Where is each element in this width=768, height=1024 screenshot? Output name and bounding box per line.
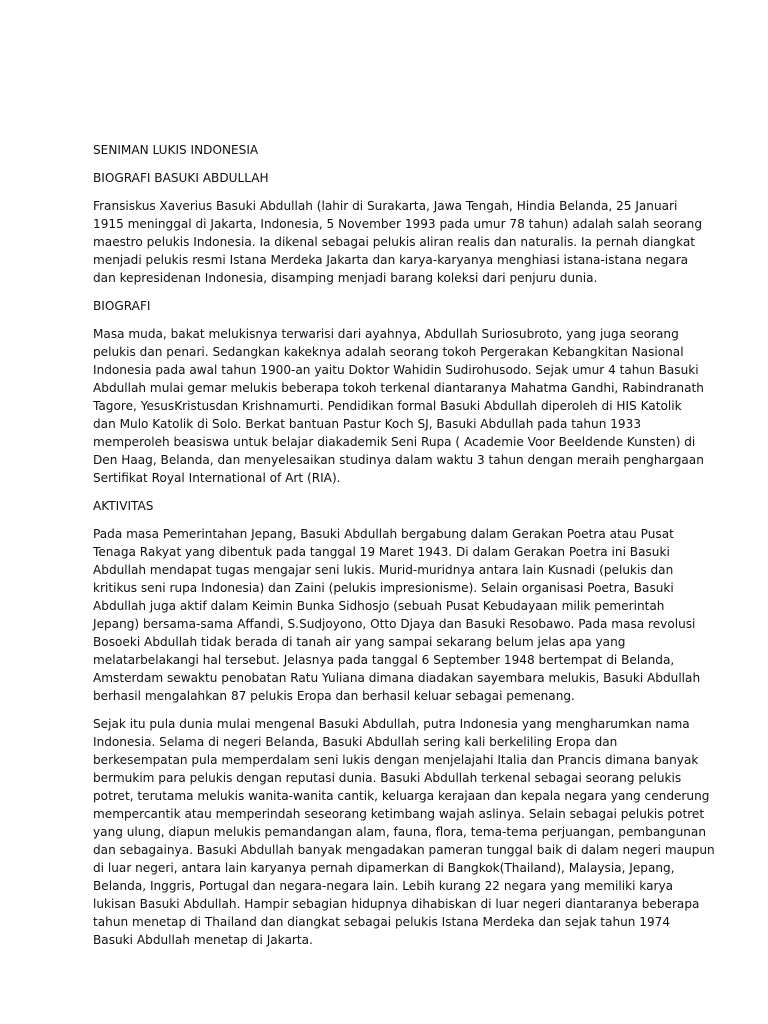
closing-line: di luar negeri, antara lain karyanya pernah dipamerkan di Bangkok(Thailand), Malaysia, Jepang,	[93, 861, 675, 875]
aktivitas-line: Abdullah juga aktif dalam Keimin Bunka Sidhosjo (sebuah Pusat Kebudayaan milik pemerintah	[93, 599, 665, 613]
closing-line: lukisan Basuki Abdullah. Hampir sebagian hidupnya dihabiskan di luar negeri diantaranya beberapa	[93, 897, 700, 911]
biografi-line: Indonesia pada awal tahun 1900-an yaitu Doktor Wahidin Sudirohusodo. Sejak umur 4 tahun Basuki	[93, 363, 699, 377]
biografi-line: memperoleh beasiswa untuk belajar diakademik Seni Rupa ( Academie Voor Beeldende Kunsten) di	[93, 435, 696, 449]
closing-line: bermukim para pelukis dengan reputasi dunia. Basuki Abdullah terkenal sebagai seorang pelukis	[93, 771, 682, 785]
document-body	[93, 141, 715, 959]
document-subtitle: BIOGRAFI BASUKI ABDULLAH	[93, 171, 269, 185]
aktivitas-line: kritikus seni rupa Indonesia) dan Zaini (pelukis impresionisme). Selain organisasi Poetra, Basuki	[93, 581, 674, 595]
closing-line: Basuki Abdullah menetap di Jakarta.	[93, 933, 313, 947]
section-heading-aktivitas: AKTIVITAS	[93, 499, 154, 513]
biografi-line: Abdullah mulai gemar melukis beberapa tokoh terkenal diantaranya Mahatma Gandhi, Rabindranath	[93, 381, 704, 395]
closing-line: dan sebagainya. Basuki Abdullah banyak mengadakan pameran tunggal baik di dalam negeri maupun	[93, 843, 715, 857]
closing-line: potret, terutama melukis wanita-wanita cantik, keluarga kerajaan dan kepala negara yang cenderung	[93, 789, 710, 803]
aktivitas-paragraph	[93, 525, 701, 705]
intro-paragraph	[93, 197, 702, 287]
closing-line: berkesempatan pula memperdalam seni lukis dengan menjelajahi Italia dan Prancis dimana banyak	[93, 753, 699, 767]
intro-line: 1915 meninggal di Jakarta, Indonesia, 5 November 1993 pada umur 78 tahun) adalah salah seorang	[93, 217, 702, 231]
intro-line: menjadi pelukis resmi Istana Merdeka Jakarta dan karya-karyanya menghiasi istana-istana negara	[93, 253, 689, 267]
biografi-line: Masa muda, bakat melukisnya terwarisi dari ayahnya, Abdullah Suriosubroto, yang juga seorang	[93, 327, 679, 341]
biografi-line: Tagore, YesusKristusdan Krishnamurti. Pendidikan formal Basuki Abdullah diperoleh di HIS Katolik	[93, 399, 682, 413]
aktivitas-line: Bosoeki Abdullah tidak berada di tanah air yang sampai sekarang belum jelas apa yang	[93, 635, 626, 649]
aktivitas-line: Tenaga Rakyat yang dibentuk pada tanggal 19 Maret 1943. Di dalam Gerakan Poetra ini Basuki	[93, 545, 670, 559]
aktivitas-line: Amsterdam sewaktu penobatan Ratu Yuliana dimana diadakan sayembara melukis, Basuki Abdullah	[93, 671, 701, 685]
aktivitas-line: melatarbelakangi hal tersebut. Jelasnya pada tanggal 6 September 1948 bertempat di Belanda,	[93, 653, 675, 667]
aktivitas-line: berhasil mengalahkan 87 pelukis Eropa dan berhasil keluar sebagai pemenang.	[93, 689, 575, 703]
aktivitas-line: Jepang) bersama-sama Affandi, S.Sudjoyono, Otto Djaya dan Basuki Resobawo. Pada masa revolusi	[93, 617, 696, 631]
document-title: SENIMAN LUKIS INDONESIA	[93, 143, 259, 157]
closing-line: yang ulung, diapun melukis pemandangan alam, fauna, flora, tema-tema perjuangan, pembangunan	[93, 825, 707, 839]
biografi-line: Sertifikat Royal International of Art (RIA).	[93, 471, 341, 485]
closing-line: Indonesia. Selama di negeri Belanda, Basuki Abdullah sering kali berkeliling Eropa dan	[93, 735, 618, 749]
intro-line: Fransiskus Xaverius Basuki Abdullah (lahir di Surakarta, Jawa Tengah, Hindia Belanda, 25 Januari	[93, 199, 678, 213]
section-heading-biografi: BIOGRAFI	[93, 299, 151, 313]
biografi-paragraph	[93, 325, 704, 487]
closing-line: Belanda, Inggris, Portugal dan negara-negara lain. Lebih kurang 22 negara yang memiliki karya	[93, 879, 674, 893]
closing-line: tahun menetap di Thailand dan diangkat sebagai pelukis Istana Merdeka dan sejak tahun 1974	[93, 915, 671, 929]
closing-line: Sejak itu pula dunia mulai mengenal Basuki Abdullah, putra Indonesia yang mengharumkan nama	[93, 717, 690, 731]
aktivitas-line: Abdullah mendapat tugas mengajar seni lukis. Murid-muridnya antara lain Kusnadi (pelukis dan	[93, 563, 674, 577]
biografi-line: Den Haag, Belanda, dan menyelesaikan studinya dalam waktu 3 tahun dengan meraih penghargaan	[93, 453, 704, 467]
intro-line: maestro pelukis Indonesia. Ia dikenal sebagai pelukis aliran realis dan naturalis. Ia pernah diangkat	[93, 235, 696, 249]
closing-line: mempercantik atau memperindah seseorang ketimbang wajah aslinya. Selain sebagai pelukis potret	[93, 807, 705, 821]
biografi-line: pelukis dan penari. Sedangkan kakeknya adalah seorang tokoh Pergerakan Kebangkitan Nasional	[93, 345, 684, 359]
closing-paragraph	[93, 715, 715, 949]
intro-line: dan kepresidenan Indonesia, disamping menjadi barang koleksi dari penjuru dunia.	[93, 271, 598, 285]
aktivitas-line: Pada masa Pemerintahan Jepang, Basuki Abdullah bergabung dalam Gerakan Poetra atau Pusat	[93, 527, 674, 541]
biografi-line: dan Mulo Katolik di Solo. Berkat bantuan Pastur Koch SJ, Basuki Abdullah pada tahun 1933	[93, 417, 642, 431]
